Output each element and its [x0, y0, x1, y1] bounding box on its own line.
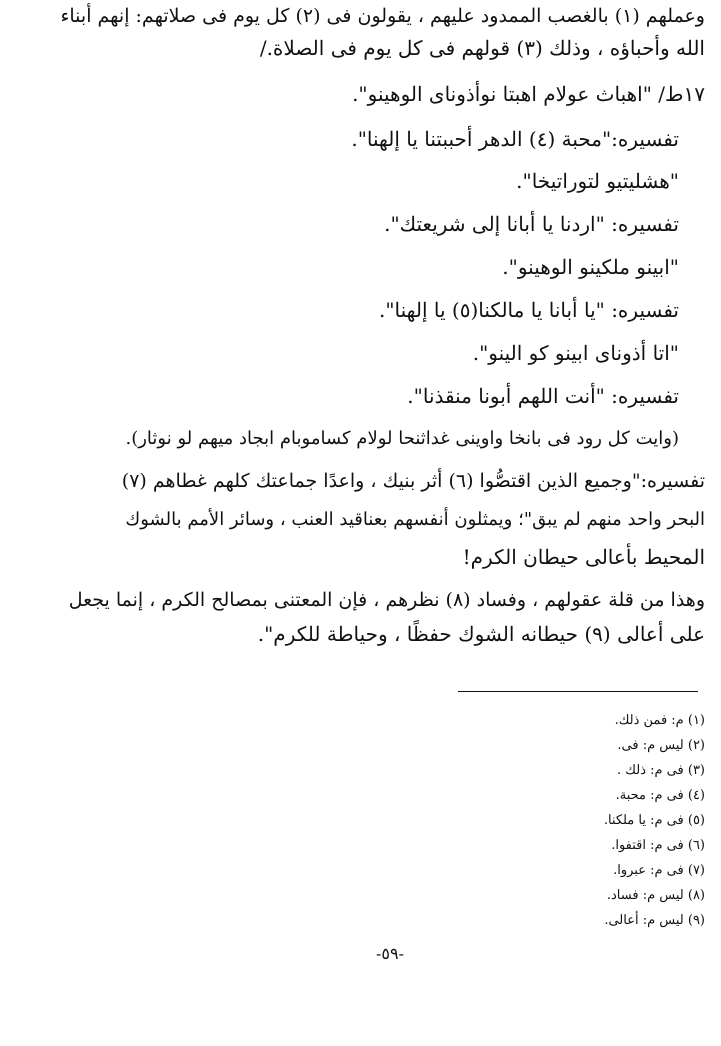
body-line: تفسيره: "أنت اللهم أبونا منقذنا". [407, 384, 679, 408]
body-line: على أعالى (٩) حيطانه الشوك حفظًا ، وحياطة للكرم". [257, 622, 705, 646]
body-line: "اتا أذوناى ابينو كو الينو". [472, 341, 679, 365]
body-line: الله وأحباؤه ، وذلك (٣) قولهم فى كل يوم فى الصلاة./ [259, 36, 705, 60]
footnote: (٧) فى م: عبروا. [613, 863, 705, 878]
footnote: (٨) ليس م: فساد. [606, 888, 705, 903]
footnote-separator [458, 691, 698, 692]
body-line: وهذا من قلة عقولهم ، وفساد (٨) نظرهم ، فإن المعتنى بمصالح الكرم ، إنما يجعل [68, 589, 705, 611]
footnote: (٣) فى م: ذلك . [617, 763, 705, 778]
body-line: (وايت كل رود فى بانخا واوينى غداثنحا لولام كساموبام ابجاد ميهم لو نوثار). [125, 428, 679, 449]
footnote: (١) م: فمن ذلك. [614, 713, 705, 728]
body-line: تفسيره: "اردنا يا أبانا إلى شريعتك". [384, 212, 679, 236]
body-line: تفسيره: "يا أبانا يا مالكنا(٥) يا إلهنا". [379, 298, 679, 322]
body-line: تفسيره:"وجميع الذين اقتصُّوا (٦) أثر بنيك ، واعدًا جماعتك كلهم غطاهم (٧) [121, 470, 705, 492]
page-number: -٥٩- [376, 944, 404, 963]
body-line: تفسيره:"محبة (٤) الدهر أحببتنا يا إلهنا". [351, 127, 679, 151]
footnote: (٤) فى م: محبة. [615, 788, 705, 803]
body-line: المحيط بأعالى حيطان الكرم! [462, 545, 705, 569]
body-line: ١٧ط/ "اهباث عولام اهبتا نوأذوناى الوهينو". [352, 82, 705, 106]
footnote: (٦) فى م: اقتفوا. [611, 838, 705, 853]
footnote: (٩) ليس م: أعالى. [604, 913, 705, 928]
body-line: البحر واحد منهم لم يبق"؛ ويمثلون أنفسهم بعناقيد العنب ، وسائر الأمم بالشوك [125, 509, 705, 530]
body-line: وعملهم (١) بالغصب الممدود عليهم ، يقولون فى (٢) كل يوم فى صلاتهم: إنهم أبناء [60, 5, 705, 27]
footnote: (٢) ليس م: فى. [617, 738, 705, 753]
body-line: "هشليتيو لتوراتيخا". [516, 169, 679, 193]
footnote: (٥) فى م: يا ملكنا. [603, 813, 705, 828]
body-line: "ابينو ملكينو الوهينو". [502, 255, 679, 279]
